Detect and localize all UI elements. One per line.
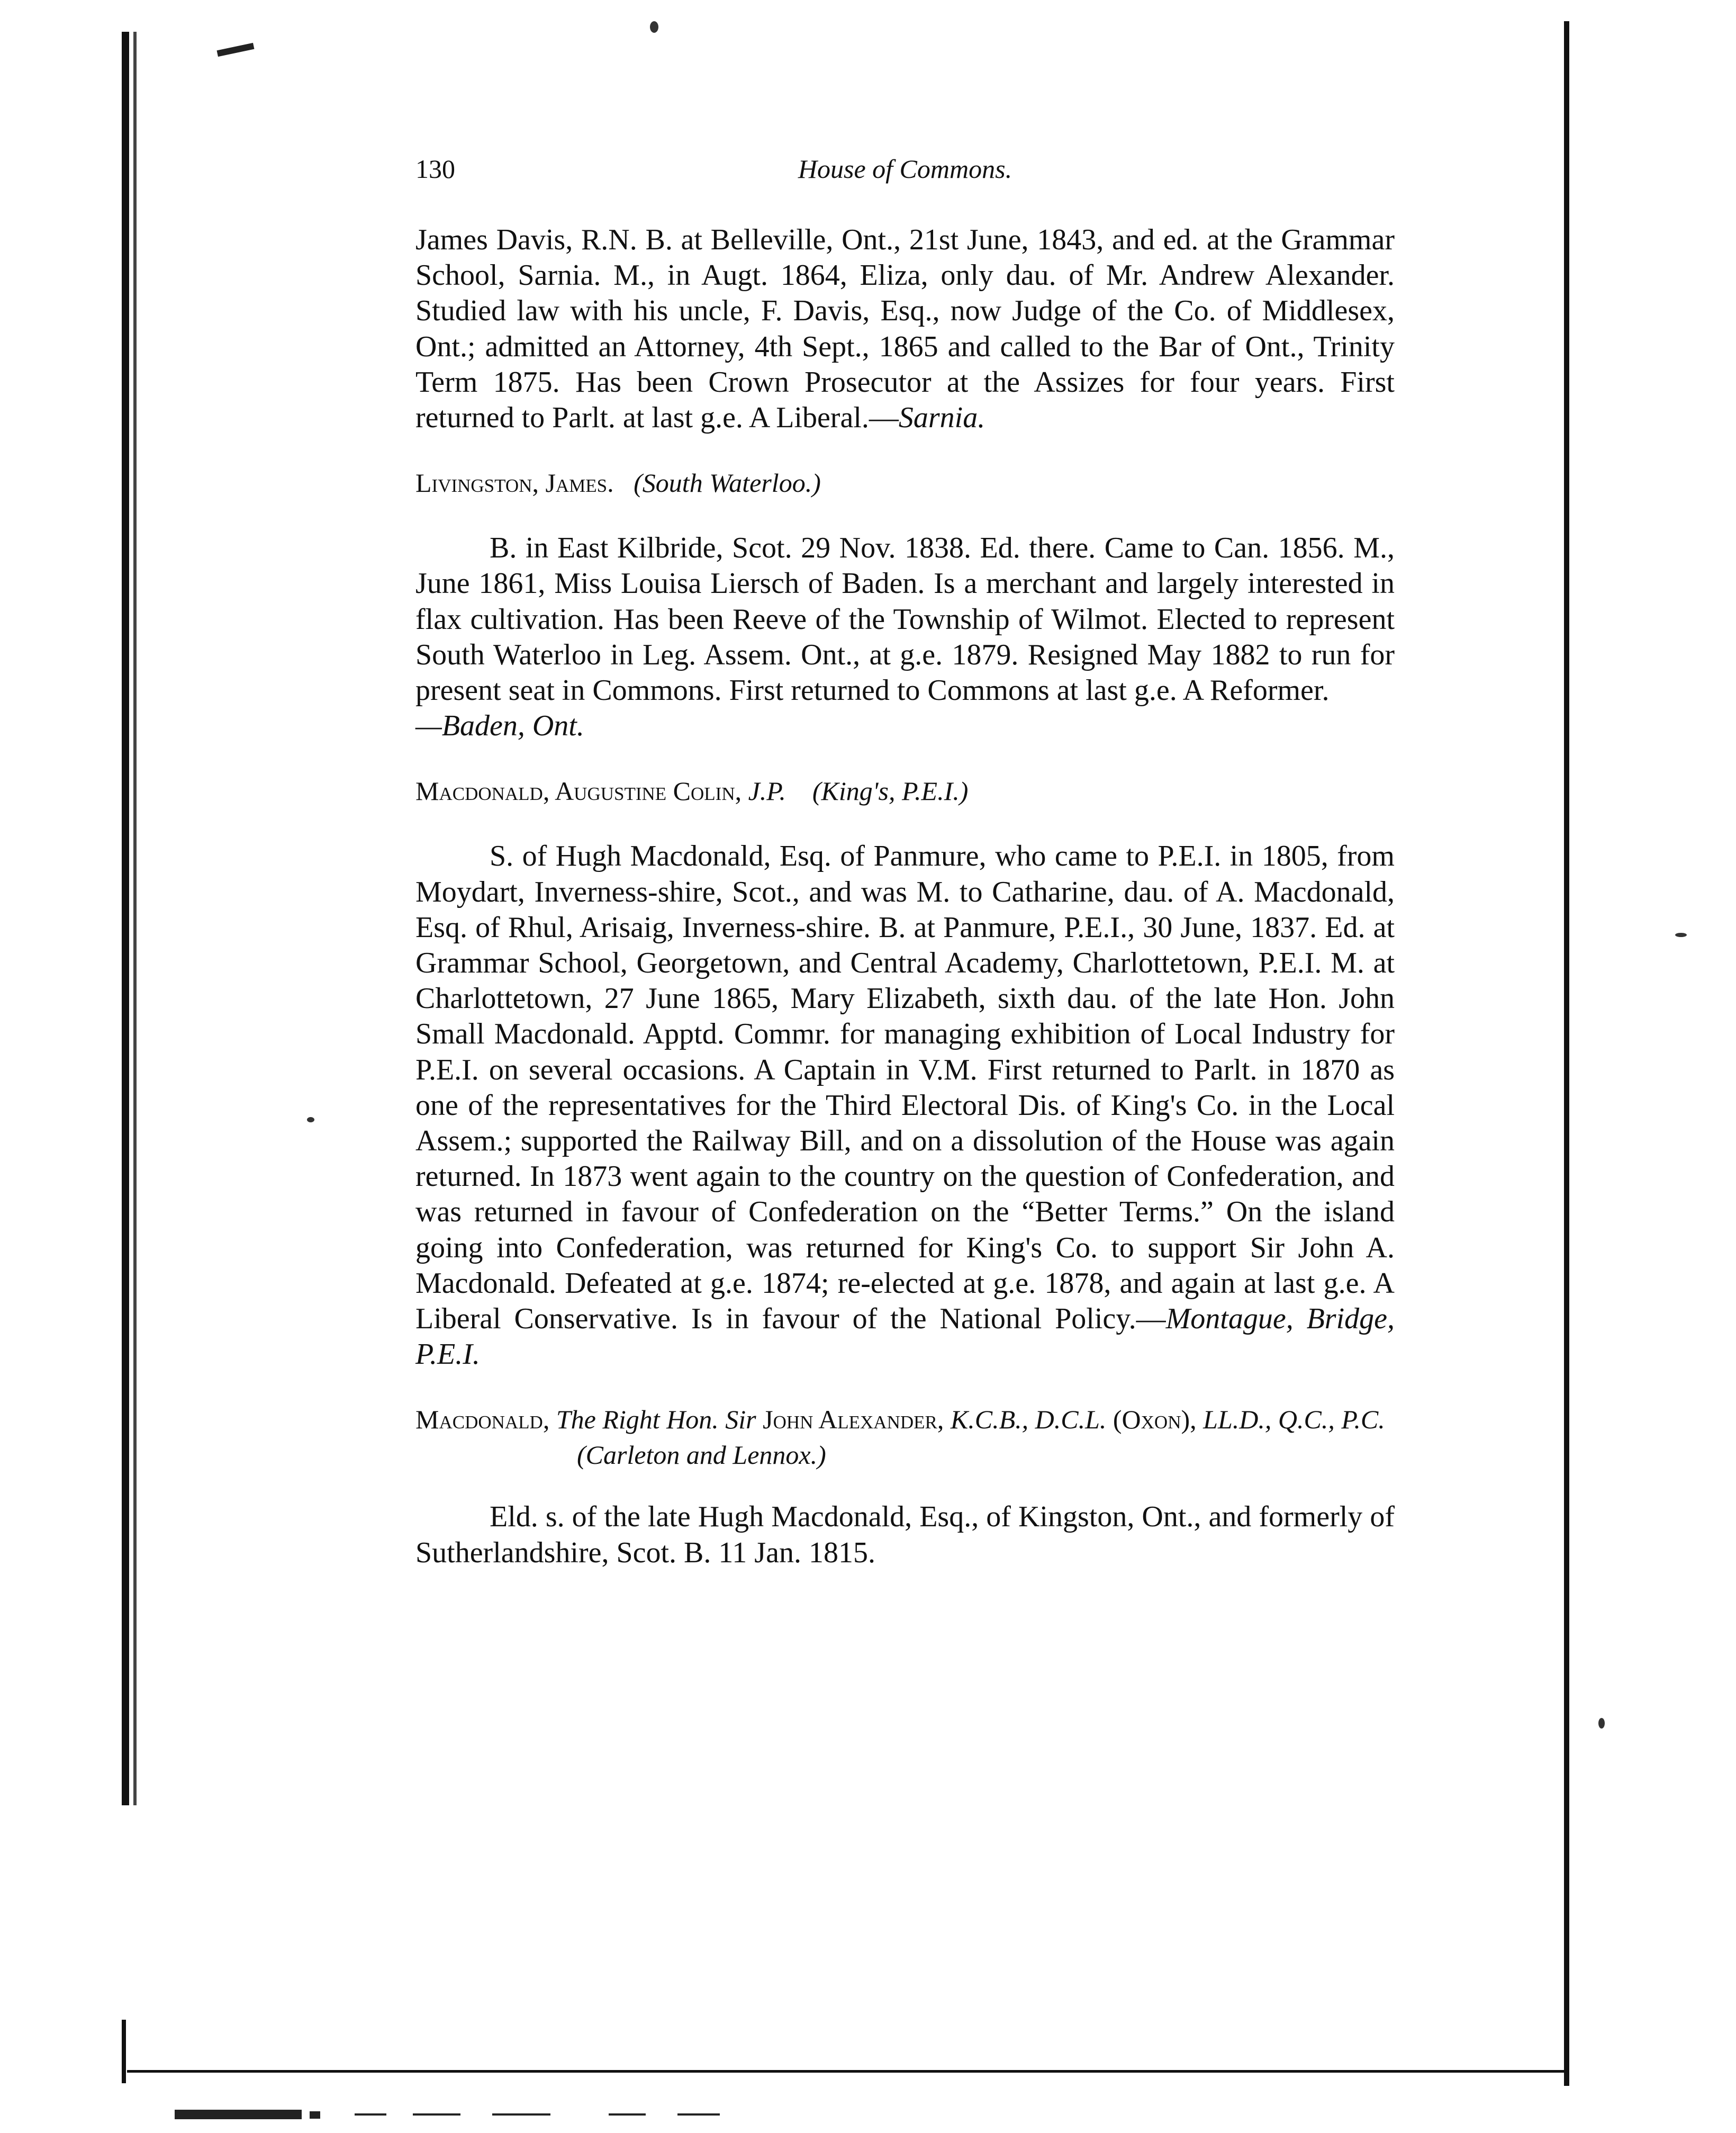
entry-constituency: (Carleton and Lennox.) — [577, 1440, 826, 1470]
bottom-edge-line — [127, 2070, 1567, 2073]
entry-residence-livingston — [415, 708, 1395, 744]
entry-name-surname: Macdonald, — [415, 1405, 550, 1435]
entry-titles-2: LL.D., Q.C., P.C. — [1203, 1405, 1385, 1435]
entry-name-given: John Alexander, — [763, 1405, 944, 1435]
entry-name: Macdonald, Augustine Colin, — [415, 776, 742, 806]
page-number: 130 — [415, 154, 455, 184]
entry-body-livingston — [415, 530, 1395, 708]
entry-constituency: (King's, P.E.I.) — [812, 776, 969, 806]
entry-constituency: (South Waterloo.) — [634, 468, 821, 498]
entry-oxon: (Oxon), — [1113, 1405, 1197, 1435]
margin-speck-2 — [1675, 933, 1687, 937]
entry-text: S. of Hugh Macdonald, Esq. of Panmure, who came to P.E.I. in 1805, from Moydart, Inverness-shire, Scot., and was M. to Catharine, dau. of A. Macdonald, Esq. of Rhul, Arisaig, Inverness-shire. B. at Panmure, P.E.I., 30 June, 1837. Ed. at Grammar School, Georgetown, and Central Academy, Charlottetown, P.E.I. M. at Charlottetown, 27 June 1865, Mary Elizabeth, sixth dau. of the late Hon. John Small Macdonald. Apptd. Commr. for managing exhibition of Local Industry for P.E.I. on several occasions. A Captain in V.M. First returned to Parlt. in 1870 as one of the representatives for the Third Electoral Dis. of King's Co. in the Local Assem.; supported the Railway Bill, and on a dissolution of the House was again returned. In 1873 went again to the country on the question of Confederation, and was returned in favour of Confederation on the “Better Terms.” On the island going into Confederation, was returned for King's Co. to support Sir John A. Macdonald. Defeated at g.e. 1874; re-elected at g.e. 1878, and again at last g.e. A Liberal Conservative. Is in favour of the National Policy.— — [415, 840, 1395, 1336]
entry-body-macdonald-ac — [415, 839, 1395, 1372]
entry-heading-livingston — [415, 465, 1395, 501]
entry-title: J.P. — [748, 776, 786, 806]
entry-body-macdonald-ja — [415, 1499, 1395, 1570]
entry-continued-text: James Davis, R.N. B. at Belleville, Ont., 21st June, 1843, and ed. at the Grammar School, Sarnia. M., in Augt. 1864, Eliza, only dau. of Mr. Andrew Alexander. Studied law with his uncle, F. Davis, Esq., now Judge of the Co. of Middlesex, Ont.; admitted an Attorney, 4th Sept., 1865 and called to the Bar of Ont., Trinity Term 1875. Has been Crown Prosecutor at the Assizes for four years. First returned to Parlt. at last g.e. A Liberal.— — [415, 223, 1395, 435]
bottom-dash-5 — [677, 2113, 720, 2116]
entry-text: Eld. s. of the late Hugh Macdonald, Esq., of Kingston, Ont., and formerly of Sutherlandshire, Scot. B. 11 Jan. 1815. — [415, 1500, 1395, 1569]
entry-name: Livingston, James. — [415, 468, 614, 498]
entry-text: B. in East Kilbride, Scot. 29 Nov. 1838. Ed. there. Came to Can. 1856. M., June 1861, Miss Louisa Liersch of Baden. Is a merchant and largely interested in flax cultivation. Has been Reeve of the Township of Wilmot. Elected to represent South Waterloo in Leg. Assem. Ont., at g.e. 1879. Resigned May 1882 to run for present seat in Commons. First returned to Commons at last g.e. A Reformer. — [415, 532, 1395, 707]
entry-residence: —Baden, Ont. — [415, 709, 584, 743]
bottom-shadow-mark — [310, 2111, 320, 2119]
top-speck — [650, 21, 658, 33]
bottom-dash-3 — [492, 2113, 550, 2116]
left-binding-edge — [122, 32, 129, 1805]
page-body — [415, 222, 1395, 1571]
bottom-left-corner — [122, 2020, 126, 2083]
right-binding-edge — [1564, 21, 1569, 2086]
entry-titles: K.C.B., D.C.L. — [950, 1405, 1107, 1435]
entry-continued-residence: Sarnia. — [898, 401, 985, 435]
top-left-mark — [217, 43, 255, 57]
bottom-shadow-bar — [175, 2110, 302, 2119]
running-header — [415, 154, 1395, 196]
bottom-dash-2 — [413, 2113, 460, 2116]
entry-continued — [415, 222, 1395, 436]
bottom-dash-1 — [355, 2113, 386, 2116]
entry-residence: Montague, Bridge, P.E.I. — [415, 1302, 1395, 1371]
entry-honorific: The Right Hon. Sir — [556, 1405, 756, 1435]
left-binding-edge-inner — [133, 32, 137, 1805]
margin-speck-3 — [1598, 1718, 1605, 1729]
running-title: House of Commons. — [798, 154, 1012, 184]
entry-heading-macdonald-ja — [415, 1402, 1395, 1473]
margin-speck-1 — [307, 1117, 314, 1122]
bottom-dash-4 — [609, 2113, 646, 2116]
entry-heading-macdonald-ac — [415, 773, 1395, 809]
